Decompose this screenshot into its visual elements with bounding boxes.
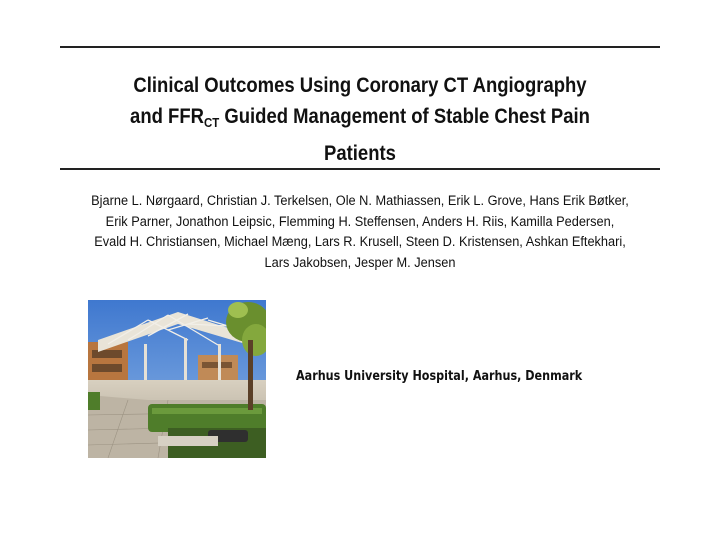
author-line-1: Bjarne L. Nørgaard, Christian J. Terkelsen, Ole N. Mathiassen, Erik L. Grove, Hans Erik Bøtker, — [91, 193, 629, 209]
slide-title — [96, 70, 624, 169]
hospital-photo — [88, 300, 266, 458]
top-divider — [60, 46, 660, 48]
title-line-1: Clinical Outcomes Using Coronary CT Angiography — [133, 74, 587, 97]
author-line-4: Lars Jakobsen, Jesper M. Jensen — [264, 254, 456, 271]
title-line-2-suffix: Guided Management of Stable Chest Pain — [219, 105, 590, 128]
title-subscript: CT — [203, 115, 220, 130]
title-line-2 — [96, 101, 624, 138]
author-line-3: Evald H. Christiansen, Michael Mæng, Lars R. Krusell, Steen D. Kristensen, Ashkan Eftekhari, — [94, 234, 626, 250]
bottom-divider — [60, 168, 660, 170]
author-line-2: Erik Parner, Jonathon Leipsic, Flemming H. Steffensen, Anders H. Riis, Kamilla Pedersen, — [105, 213, 615, 230]
affiliation: Aarhus University Hospital, Aarhus, Denmark — [296, 369, 583, 384]
title-line-3: Patients — [324, 142, 396, 165]
title-line-2-prefix: and FFR — [130, 105, 204, 128]
author-list — [90, 191, 630, 273]
